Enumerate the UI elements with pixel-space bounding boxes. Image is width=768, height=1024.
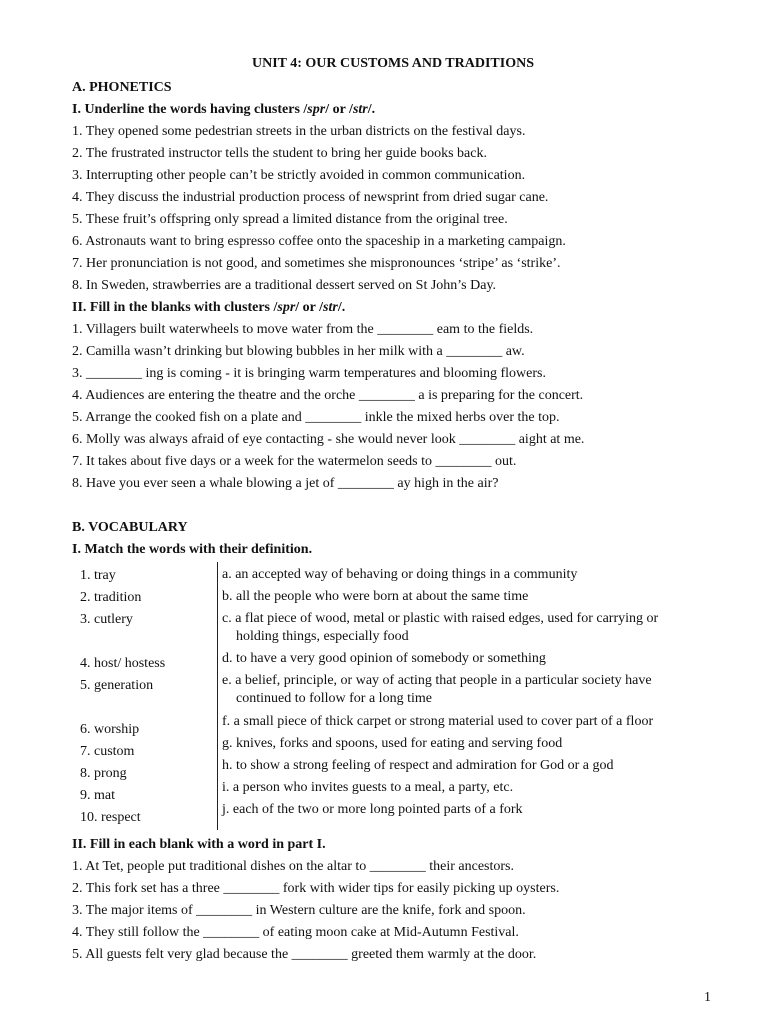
match-definition: f. a small piece of thick carpet or strong material used to cover part of a floor bbox=[222, 714, 654, 729]
exercise-b2-instruction: II. Fill in each blank with a word in part I. bbox=[72, 837, 326, 852]
exercise-a2-item: 2. Camilla wasn’t drinking but blowing bubbles in her milk with a ________ aw. bbox=[72, 344, 525, 359]
exercise-b2-item: 1. At Tet, people put traditional dishes on the altar to ________ their ancestors. bbox=[72, 859, 515, 874]
page-number: 1 bbox=[704, 990, 711, 1005]
exercise-a2-item: 1. Villagers built waterwheels to move water from the ________ eam to the fields. bbox=[72, 322, 534, 337]
exercise-b1-instruction: I. Match the words with their definition. bbox=[72, 542, 313, 557]
match-definition: i. a person who invites guests to a meal, a party, etc. bbox=[222, 780, 514, 795]
match-definition: c. a flat piece of wood, metal or plastic with raised edges, used for carrying or holding things, especially food bbox=[222, 611, 659, 644]
exercise-b2-item: 3. The major items of ________ in Western culture are the knife, fork and spoon. bbox=[72, 903, 526, 918]
match-definition: j. each of the two or more long pointed parts of a fork bbox=[222, 802, 523, 817]
match-word: 3. cutlery bbox=[80, 612, 133, 627]
page-title: UNIT 4: OUR CUSTOMS AND TRADITIONS bbox=[251, 56, 534, 71]
match-word: 10. respect bbox=[80, 810, 141, 825]
exercise-a1-item: 4. They discuss the industrial production process of newsprint from dried sugar cane. bbox=[72, 190, 549, 205]
exercise-a2-item: 4. Audiences are entering the theatre and the orche ________ a is preparing for the concert. bbox=[72, 388, 584, 403]
match-word: 1. tray bbox=[80, 568, 116, 583]
exercise-a1-item: 8. In Sweden, strawberries are a traditional dessert served on St John’s Day. bbox=[72, 278, 497, 293]
exercise-a1-item: 6. Astronauts want to bring espresso coffee onto the spaceship in a marketing campaign. bbox=[72, 234, 566, 249]
match-definition: a. an accepted way of behaving or doing things in a community bbox=[222, 567, 578, 582]
match-word: 7. custom bbox=[80, 744, 135, 759]
exercise-a1-item: 3. Interrupting other people can’t be strictly avoided in common communication. bbox=[72, 168, 526, 183]
match-word: 4. host/ hostess bbox=[80, 656, 166, 671]
match-definition: g. knives, forks and spoons, used for eating and serving food bbox=[222, 736, 563, 751]
exercise-a1-item: 5. These fruit’s offspring only spread a limited distance from the original tree. bbox=[72, 212, 508, 227]
match-definition: d. to have a very good opinion of somebody or something bbox=[222, 651, 546, 666]
exercise-a2-item: 5. Arrange the cooked fish on a plate and ________ inkle the mixed herbs over the top. bbox=[72, 410, 560, 425]
match-word: 8. prong bbox=[80, 766, 127, 781]
exercise-a2-instruction: II. Fill in the blanks with clusters /spr/ or /str/. bbox=[72, 300, 346, 315]
match-word: 5. generation bbox=[80, 678, 154, 693]
match-definition: h. to show a strong feeling of respect and admiration for God or a god bbox=[222, 758, 614, 773]
exercise-a2-item: 7. It takes about five days or a week for the watermelon seeds to ________ out. bbox=[72, 454, 517, 469]
exercise-a2-item: 8. Have you ever seen a whale blowing a jet of ________ ay high in the air? bbox=[72, 476, 499, 491]
exercise-b2-item: 4. They still follow the ________ of eating moon cake at Mid-Autumn Festival. bbox=[72, 925, 519, 940]
column-divider bbox=[217, 562, 218, 830]
match-word: 9. mat bbox=[80, 788, 115, 803]
match-definition: b. all the people who were born at about the same time bbox=[222, 589, 529, 604]
exercise-a1-item: 7. Her pronunciation is not good, and sometimes she mispronounces ‘stripe’ as ‘strike’. bbox=[72, 256, 561, 271]
exercise-a1-item: 2. The frustrated instructor tells the student to bring her guide books back. bbox=[72, 146, 487, 161]
match-definition: e. a belief, principle, or way of acting that people in a particular society have continued to follow for a long time bbox=[222, 673, 652, 706]
section-a-heading: A. PHONETICS bbox=[72, 80, 172, 95]
exercise-a2-item: 3. ________ ing is coming - it is bringing warm temperatures and blooming flowers. bbox=[72, 366, 546, 381]
exercise-a1-instruction: I. Underline the words having clusters /spr/ or /str/. bbox=[72, 102, 376, 117]
exercise-a1-item: 1. They opened some pedestrian streets in the urban districts on the festival days. bbox=[72, 124, 526, 139]
match-word: 6. worship bbox=[80, 722, 140, 737]
match-word: 2. tradition bbox=[80, 590, 142, 605]
section-b-heading: B. VOCABULARY bbox=[72, 520, 188, 535]
exercise-a2-item: 6. Molly was always afraid of eye contacting - she would never look ________ aight at me. bbox=[72, 432, 585, 447]
matching-table bbox=[72, 562, 712, 830]
exercise-b2-item: 2. This fork set has a three ________ fork with wider tips for easily picking up oysters. bbox=[72, 881, 560, 896]
exercise-b2-item: 5. All guests felt very glad because the ________ greeted them warmly at the door. bbox=[72, 947, 537, 962]
